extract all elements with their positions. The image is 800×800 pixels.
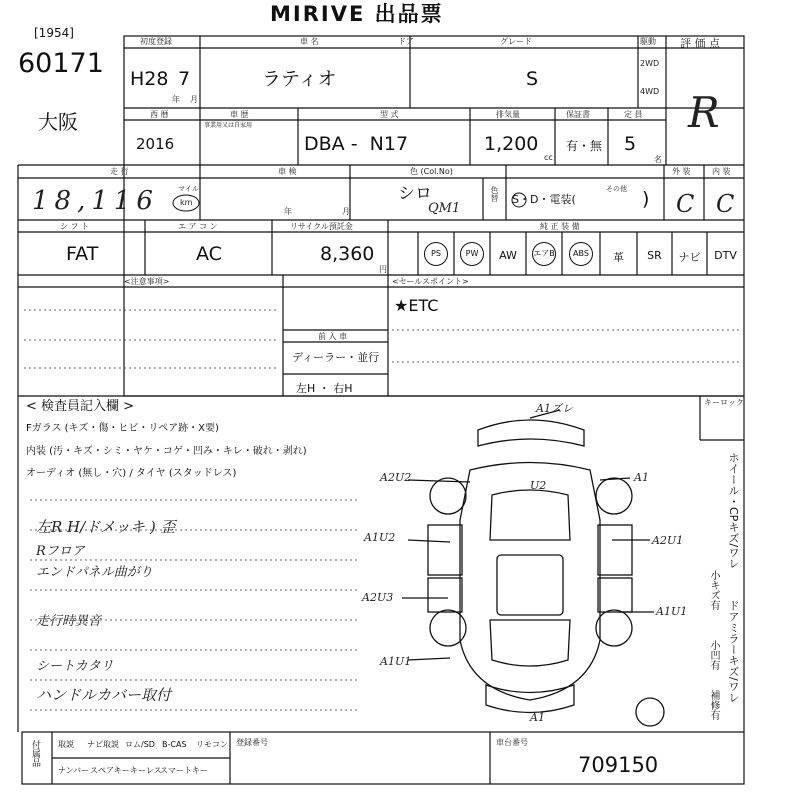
header-inspection: 車 検 — [278, 167, 297, 176]
inspector-line-audio: オーディオ (無し・穴) / タイヤ (スタッドレス) — [26, 468, 237, 479]
registration-month-unit: 月 — [190, 95, 198, 104]
accessory-navi-manual: ナビ取説 — [87, 740, 119, 749]
grade: S — [526, 68, 539, 90]
model: DBA - N17 — [304, 133, 409, 155]
side-text-small-dent: 小凹有 — [708, 640, 719, 670]
note-6: ハンドルカバー取付 — [36, 686, 172, 704]
recycle-unit: 円 — [379, 265, 387, 274]
side-text-wheel: ホイール・CPキズ/ワレ — [727, 452, 740, 570]
sheet-title: MIRIVE 出品票 — [270, 2, 444, 26]
header-registration: 初度登録 — [140, 37, 172, 46]
accessory-bcas: B-CAS — [162, 740, 187, 749]
header-interior: 内 装 — [712, 167, 731, 176]
mileage: 18,116 — [32, 186, 159, 216]
registration-year-unit: 年 — [172, 95, 180, 104]
car-name: ラティオ — [262, 68, 337, 90]
header-color: 色 (Col.No) — [410, 167, 453, 176]
accessory-smart-key: スマートキー — [160, 766, 208, 775]
capacity: 5 — [624, 133, 637, 155]
header-capacity: 定 員 — [624, 110, 643, 119]
capacity-unit: 名 — [654, 155, 662, 164]
mileage-unit-alt: マイル — [178, 185, 199, 193]
note-3: エンドパネル曲がり — [36, 565, 153, 580]
registration-month: 7 — [178, 68, 191, 90]
displacement: 1,200 — [484, 133, 539, 155]
owner-options: ディーラー・並行 — [292, 351, 380, 364]
header-mileage: 走 行 — [110, 167, 129, 176]
accessory-keyless: キーレス — [130, 766, 162, 775]
header-equipment: 純 正 装 備 — [540, 222, 580, 231]
header-notes: <注意事項> — [124, 277, 170, 286]
inspection-month-unit: 月 — [342, 207, 350, 216]
lot-prefix: [1954] — [34, 26, 74, 40]
header-grade: グレード — [500, 37, 532, 46]
side-text-mirror: ドアミラーキズ/ワレ — [727, 600, 740, 703]
header-car-name: 車 名 — [300, 37, 319, 46]
note-4: 走行時異音 — [36, 614, 102, 629]
recycle-fee: 8,360 — [320, 243, 375, 265]
accessory-rom-sd: ロム/SD — [125, 740, 155, 749]
mark-front-bumper: A1 — [530, 711, 545, 724]
mileage-unit: km — [180, 198, 193, 207]
inspector-line-interior: 内装 (汚・キズ・シミ・ヤケ・コゲ・凹み・キレ・破れ・剥れ) — [26, 446, 307, 457]
header-frame-number: 車台番号 — [496, 738, 528, 747]
accessory-spare-key: スペアキー — [90, 766, 130, 775]
header-shift: シ フ ト — [60, 222, 90, 231]
accessory-remote: リモコン — [196, 740, 228, 749]
vehicle-type-note: 事業用又は自家用 — [204, 122, 253, 129]
drive-2wd: 2WD — [640, 59, 660, 68]
equip-aw: AW — [499, 249, 517, 262]
year-ad: 2016 — [136, 135, 175, 153]
sales-point: ★ETC — [394, 296, 439, 315]
paint-options: S・D・電装( — [512, 193, 576, 206]
header-exterior: 外 装 — [672, 167, 691, 176]
color: シロ — [398, 184, 432, 204]
header-owner-history: 前 入 車 — [318, 332, 348, 341]
accessory-number: ナンバー — [58, 766, 90, 775]
header-inspector: < 検査員記入欄 > — [26, 399, 135, 414]
equip-navi: ナビ — [678, 251, 701, 264]
header-displacement: 排気量 — [496, 110, 520, 119]
exterior-grade: C — [676, 190, 695, 218]
equip-dtv: DTV — [714, 249, 737, 262]
accessory-manual: 取説 — [58, 740, 74, 749]
header-sales-points: <セールスポイント> — [392, 277, 469, 286]
mark-left-front: A1U1 — [380, 655, 412, 668]
equip-pw: PW — [460, 242, 484, 266]
header-drive: 駆動 — [640, 37, 656, 46]
side-text-repair: 補修有 — [708, 690, 719, 720]
mark-right-door: A2U1 — [652, 534, 684, 547]
paint-label: 色替 — [490, 186, 499, 202]
side-text-small-scratch: 小キズ有 — [708, 570, 719, 610]
mark-rear-bumper: A1ズレ — [536, 402, 573, 415]
drive-4wd: 4WD — [640, 87, 660, 96]
equip-airbag: エアB — [532, 242, 556, 266]
paint-close: ) — [642, 188, 650, 210]
registration-era: H28 — [130, 68, 169, 90]
frame-number: 709150 — [578, 753, 659, 777]
inspection-year-unit: 年 — [284, 207, 292, 216]
steering: 左H ・ 右H — [296, 382, 353, 395]
displacement-unit: cc — [544, 153, 553, 162]
note-1: 左R H/ドメッキ ) 歪 — [36, 518, 176, 536]
location: 大阪 — [38, 110, 78, 134]
inspector-line-glass: Fガラス (キズ・傷・ヒビ・リペア跡・X要) — [26, 423, 219, 434]
mark-left-rear-door: A1U2 — [364, 531, 396, 544]
color-code: QM1 — [428, 201, 461, 216]
header-keylock: キーロック — [704, 398, 744, 407]
header-score: 評 価 点 — [680, 37, 720, 50]
note-2: Rフロア — [36, 544, 85, 559]
mark-left-front-door: A2U3 — [362, 591, 394, 604]
header-reg-number: 登録番号 — [236, 738, 268, 747]
header-aircon: エ ア コ ン — [178, 222, 218, 231]
header-recycle: リサイクル預託金 — [290, 222, 353, 231]
mark-right-rear: A1 — [634, 471, 649, 484]
equip-abs: ABS — [569, 242, 593, 266]
mark-roof: U2 — [530, 479, 547, 492]
header-year: 西 暦 — [150, 110, 169, 119]
shift: FAT — [66, 243, 99, 265]
interior-grade: C — [716, 190, 735, 218]
car-diagram — [402, 410, 664, 726]
mark-right-front: A1U1 — [656, 605, 688, 618]
mark-left-rear-top: A2U2 — [380, 471, 412, 484]
equip-ps: PS — [424, 242, 448, 266]
header-vehicle-type: 車 歴 — [230, 110, 249, 119]
score: R — [688, 88, 720, 137]
aircon: AC — [196, 243, 222, 265]
note-5: シートカタリ — [36, 659, 114, 674]
header-warranty: 保証書 — [566, 110, 590, 119]
header-door: ドア — [398, 37, 414, 46]
equip-sunroof: SR — [647, 249, 662, 262]
warranty: 有・無 — [566, 139, 603, 153]
accessory-label: 付属品 — [30, 740, 40, 767]
header-model: 型 式 — [380, 110, 399, 119]
lot-number: 60171 — [18, 48, 104, 79]
paint-other: その他 — [606, 185, 627, 193]
equip-leather: 革 — [613, 251, 624, 264]
